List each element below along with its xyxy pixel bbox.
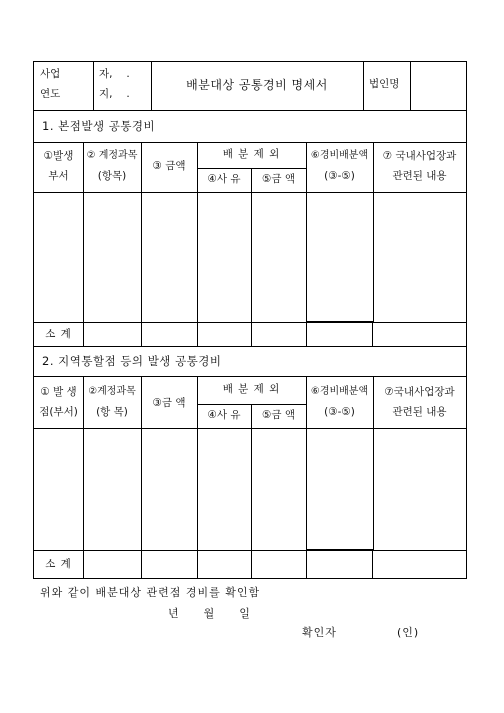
corp-name-value[interactable] bbox=[411, 62, 466, 110]
s1-col6-line2: (③-⑤) bbox=[324, 170, 355, 182]
s2-subtotal-allocation-box[interactable] bbox=[306, 549, 373, 579]
confirmation-date: 년 월 일 bbox=[168, 607, 251, 620]
s2-col6-line1: ⑥경비배분액 bbox=[310, 386, 369, 397]
s2-col1-line2: 점(부서) bbox=[39, 406, 78, 418]
form-title: 배분대상 공통경비 명세서 bbox=[186, 78, 328, 92]
year-label-line2: 연도 bbox=[40, 88, 61, 100]
seal-mark: (인) bbox=[397, 626, 420, 639]
s2-col2-line2: (항 목) bbox=[96, 406, 128, 418]
s1-col3-amount: ③ 금액 bbox=[152, 160, 186, 172]
s2-col1-line1: ① 발 생 bbox=[40, 386, 77, 398]
s2-col7-line1: ⑦국내사업장과 bbox=[384, 386, 455, 398]
section1-title: 1. 본점발생 공통경비 bbox=[42, 119, 156, 133]
s2-col7-line2: 관련된 내용 bbox=[392, 406, 447, 418]
s1-col1-line2: 부서 bbox=[48, 170, 69, 182]
confirmation-statement: 위와 같이 배분대상 관련점 경비를 확인함 bbox=[40, 586, 261, 599]
s1-col7-line1: ⑦ 국내사업장과 bbox=[382, 150, 457, 162]
s1-col2-line1: ② 계정과목 bbox=[86, 150, 138, 161]
s2-col6-line2: (③-⑤) bbox=[324, 406, 355, 418]
s2-col3-amount: ③금 액 bbox=[152, 397, 186, 409]
s2-col5-amount: ⑤금 액 bbox=[261, 409, 296, 421]
s1-col6-line1: ⑥경비배분액 bbox=[310, 150, 369, 161]
s1-col5-amount: ⑤금 액 bbox=[261, 173, 296, 185]
s1-exclusion-header: 배 분 제 외 bbox=[222, 148, 281, 160]
period-from: 자, . bbox=[99, 68, 130, 80]
s1-col7-line2: 관련된 내용 bbox=[392, 170, 447, 182]
s1-subtotal-label: 소 계 bbox=[45, 328, 72, 340]
corp-name-label: 법인명 bbox=[369, 78, 400, 90]
section2-title: 2. 지역통할점 등의 발생 공통경비 bbox=[42, 354, 222, 368]
s1-col1-line1: ①발생 bbox=[43, 150, 74, 162]
s1-col4-reason: ④사 유 bbox=[207, 173, 241, 185]
s1-col2-line2: (항목) bbox=[97, 170, 127, 182]
s2-col2-line1: ②계정과목 bbox=[88, 386, 136, 397]
s1-data-area[interactable] bbox=[34, 193, 466, 321]
s2-data-area[interactable] bbox=[34, 429, 466, 549]
year-label-line1: 사업 bbox=[40, 68, 61, 80]
expense-statement-form bbox=[33, 61, 467, 579]
confirmer-label: 확인자 bbox=[302, 626, 337, 639]
period-to: 지, . bbox=[99, 88, 130, 100]
s1-subtotal-allocation-box[interactable] bbox=[306, 321, 373, 347]
s2-exclusion-header: 배 분 제 외 bbox=[222, 383, 281, 395]
s2-subtotal-label: 소 계 bbox=[45, 558, 72, 570]
s2-col4-reason: ④사 유 bbox=[207, 409, 241, 421]
